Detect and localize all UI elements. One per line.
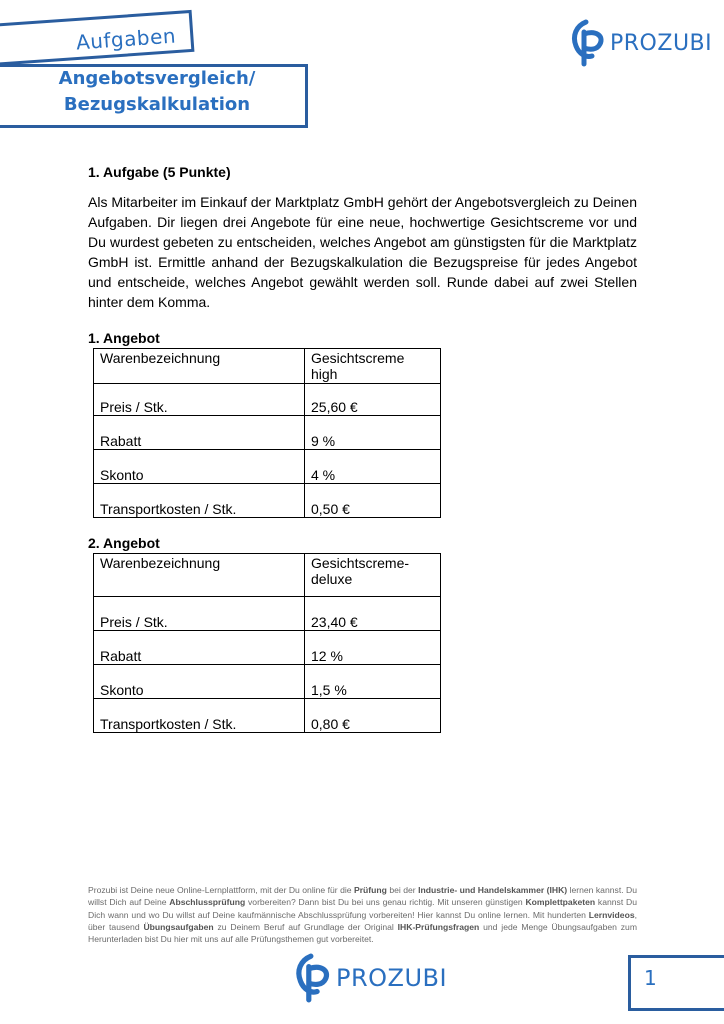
page-number: 1 [644, 966, 657, 990]
footer-text-bold: Lernvideos [588, 909, 635, 920]
prozubi-logo-icon [294, 952, 334, 1004]
table-cell-label: Skonto [94, 450, 305, 484]
table-row [94, 665, 441, 699]
footer-text-bold: IHK-Prüfungsfragen [397, 921, 480, 932]
footer-text-bold: Abschlussprüfung [169, 897, 246, 908]
table-cell-label: Rabatt [94, 631, 305, 665]
table-cell-value: 0,80 € [305, 699, 441, 733]
offer-1-heading: 1. Angebot [88, 330, 160, 346]
table-row [94, 450, 441, 484]
table-row [94, 349, 441, 384]
table-row [94, 384, 441, 416]
table-cell-value: 12 % [305, 631, 441, 665]
page-title-line-2: Bezugskalkulation [63, 94, 251, 115]
prozubi-logo [570, 18, 712, 68]
footer-text-segment: bei der [386, 885, 419, 895]
footer-text-bold: Industrie- und Handelskammer (IHK) [418, 885, 568, 895]
table-row [94, 699, 441, 733]
table-row [94, 484, 441, 518]
table-cell-value: 23,40 € [305, 597, 441, 631]
section-label: Aufgaben [75, 23, 177, 55]
prozubi-logo-icon [570, 18, 608, 68]
table-cell-label: Warenbezeichnung [94, 554, 305, 597]
table-cell-label: Rabatt [94, 416, 305, 450]
footer-text-segment: vorbereiten? Dann bist Du bei uns genau richtig. Mit unseren günstigen [245, 897, 526, 908]
footer-logo-text: PROZUBI [336, 964, 448, 992]
task-text: Als Mitarbeiter im Einkauf der Marktplatz GmbH gehört der Angebotsvergleich zu Deinen Aufgaben. Dir liegen drei Angebote für eine neue, hochwertige Gesichtscreme vor und Du wurdest gebeten zu entscheiden, welches Angebot am günstigsten für die Marktplatz GmbH ist. Ermittle anhand der Bezugskalkulation die Bezugspreise für jedes Angebot und entscheide, welches Angebot gewählt werden soll. Runde dabei auf zwei Stellen hinter dem Komma. [88, 194, 637, 310]
table-row [94, 554, 441, 597]
table-cell-value: 25,60 € [305, 384, 441, 416]
footer-text-bold: Prüfung [353, 885, 387, 895]
table-cell-value: Gesichtscreme high [305, 349, 441, 384]
table-row [94, 597, 441, 631]
table-cell-label: Transportkosten / Stk. [94, 484, 305, 518]
page-title-line-1: Angebotsvergleich/ [58, 68, 256, 89]
table-cell-label: Skonto [94, 665, 305, 699]
table-cell-value: 1,5 % [305, 665, 441, 699]
footer-text-segment: , über tausend [88, 909, 637, 932]
offer-1-table [93, 348, 441, 518]
table-cell-value: 4 % [305, 450, 441, 484]
table-cell-value: 0,50 € [305, 484, 441, 518]
footer-text-segment: Prozubi ist Deine neue Online-Lernplattform, mit der Du online für die [88, 885, 354, 895]
footer-text-segment: kannst Du Dich wann und wo Du willst auf Deine kaufmännische Abschlussprüfung vorbereiten! Hier kannst Du online lernen. Mit hunderten [88, 897, 637, 920]
table-cell-label: Preis / Stk. [94, 384, 305, 416]
table-cell-value: Gesichtscreme- deluxe [305, 554, 441, 597]
footer-text [88, 884, 637, 945]
footer-text-bold: Komplettpaketen [525, 897, 596, 908]
footer-text-segment: und jede Menge Übungsaufgaben zum Herunterladen bist Du hier mit uns auf alle Prüfungsthemen gut vorbereitet. [88, 921, 637, 945]
page-number-box [628, 955, 724, 1011]
footer-prozubi-logo [294, 952, 447, 1004]
footer-text-segment: lernen kannst. Du willst Dich auf Deine [88, 885, 638, 908]
table-row [94, 416, 441, 450]
offer-2-heading: 2. Angebot [88, 535, 160, 551]
offer-2-table [93, 553, 441, 733]
table-cell-label: Warenbezeichnung [94, 349, 305, 384]
table-cell-value: 9 % [305, 416, 441, 450]
table-cell-label: Preis / Stk. [94, 597, 305, 631]
logo-text: PROZUBI [610, 30, 713, 56]
footer-text-segment: zu Deinem Beruf auf Grundlage der Original [213, 921, 398, 932]
task-heading: 1. Aufgabe (5 Punkte) [88, 164, 231, 180]
table-row [94, 631, 441, 665]
footer-text-bold: Übungsaufgaben [143, 921, 214, 932]
table-cell-label: Transportkosten / Stk. [94, 699, 305, 733]
